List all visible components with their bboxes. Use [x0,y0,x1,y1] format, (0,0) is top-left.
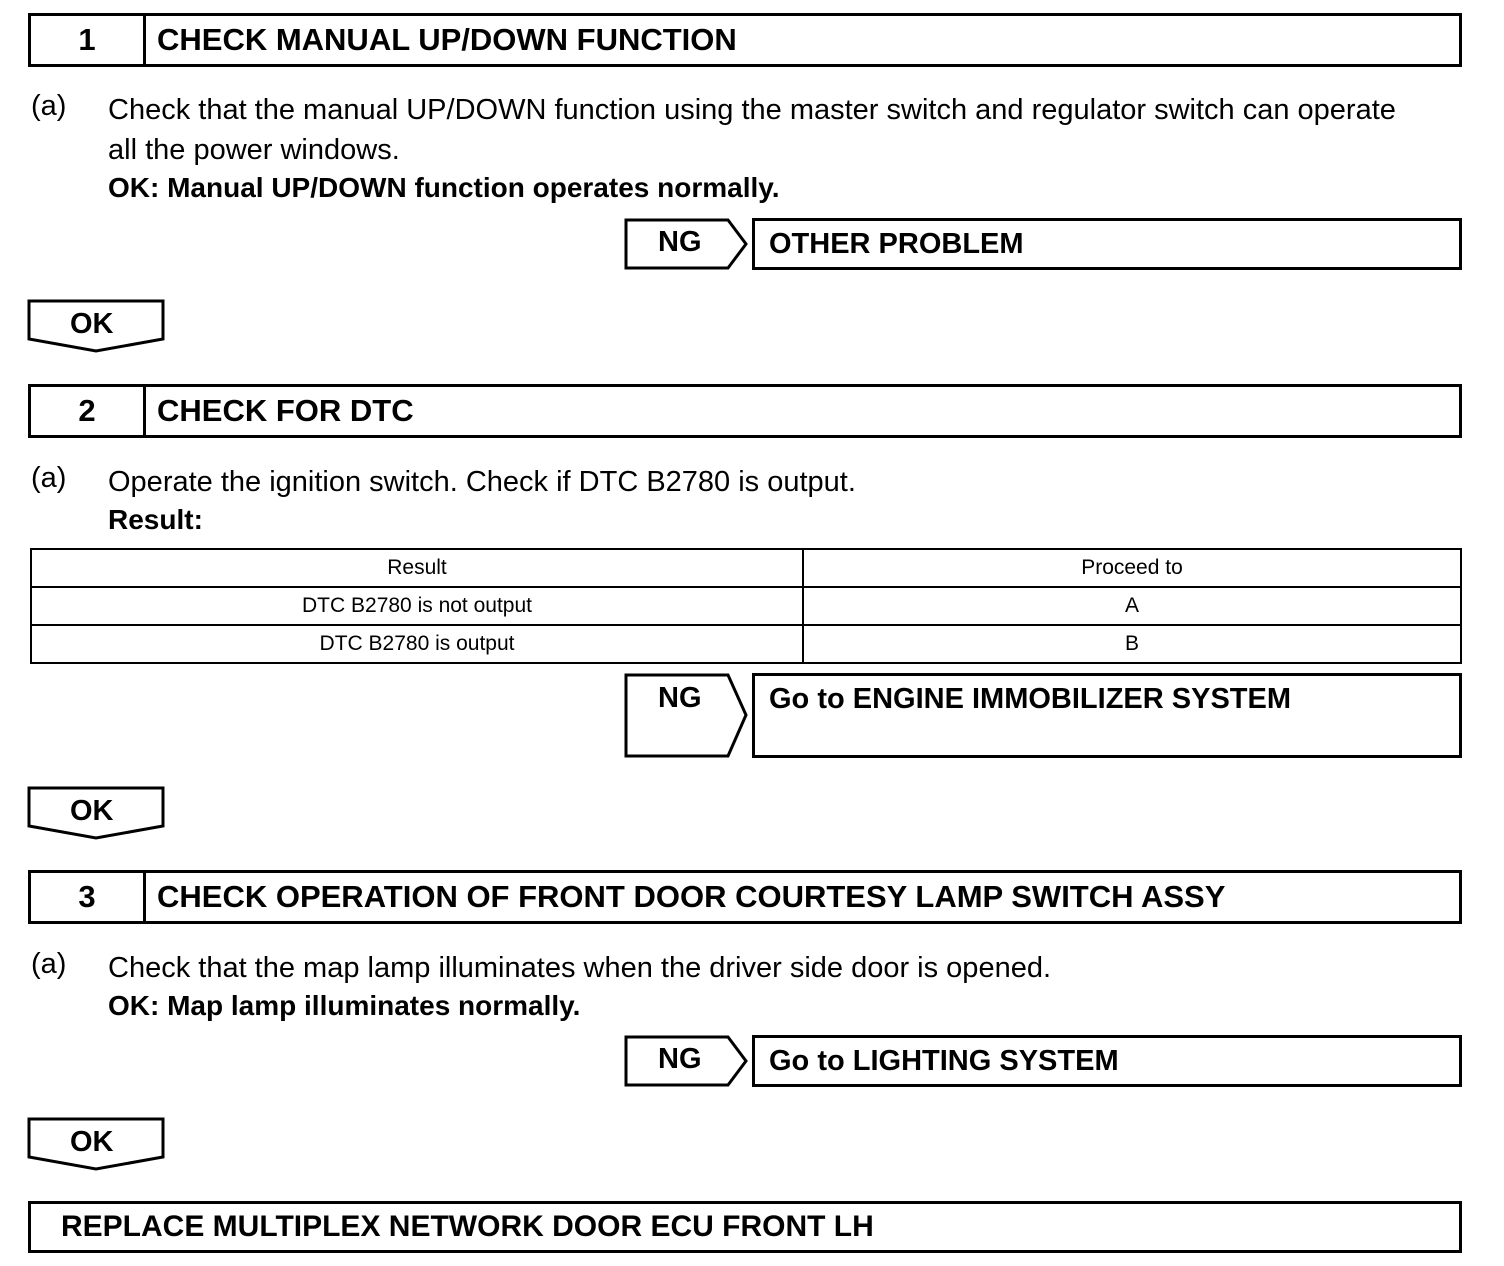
step-1-ok-label: OK [70,308,114,340]
step-2-ng-label: NG [658,682,702,714]
table-cell: DTC B2780 is output [31,625,803,663]
step-3-ok-criteria: OK: Map lamp illuminates normally. [108,990,581,1021]
step-3-ng-destination: Go to LIGHTING SYSTEM [752,1035,1462,1087]
step-2-ng-destination: Go to ENGINE IMMOBILIZER SYSTEM [752,673,1462,758]
step-1-number: 1 [31,16,146,64]
step-2-result-table [30,548,1462,664]
step-2-para-line1: Operate the ignition switch. Check if DTC B2780 is output. [108,466,856,498]
step-2-header [28,384,1462,438]
step-3-ng-label: NG [658,1043,702,1075]
table-header-result: Result [31,549,803,587]
step-3-para-line1: Check that the map lamp illuminates when the driver side door is opened. [108,952,1052,984]
step-2-para-label: (a) [31,462,67,494]
table-cell: B [803,625,1461,663]
table-header-row [31,549,1461,587]
step-3-para-label: (a) [31,948,67,980]
step-1-para-line1: Check that the manual UP/DOWN function using the master switch and regulator switch can operate [108,94,1396,126]
step-3-title: CHECK OPERATION OF FRONT DOOR COURTESY LAMP SWITCH ASSY [157,879,1226,914]
step-1-ok-criteria: OK: Manual UP/DOWN function operates normally. [108,172,780,203]
table-header-proceed: Proceed to [803,549,1461,587]
step-2-result-label: Result: [108,504,203,535]
step-3-number: 3 [31,873,146,921]
step-1-para-line2: all the power windows. [108,134,400,166]
step-1-title: CHECK MANUAL UP/DOWN FUNCTION [157,22,737,57]
step-3-ok-label: OK [70,1126,114,1158]
step-2-title: CHECK FOR DTC [157,393,414,428]
table-row [31,587,1461,625]
step-1-header [28,13,1462,67]
step-1-para-label: (a) [31,90,67,122]
step-1-ng-destination: OTHER PROBLEM [752,218,1462,270]
table-cell: DTC B2780 is not output [31,587,803,625]
step-2-ok-label: OK [70,795,114,827]
final-action-text: REPLACE MULTIPLEX NETWORK DOOR ECU FRONT LH [61,1210,874,1243]
table-row [31,625,1461,663]
final-action-box [28,1201,1462,1253]
step-2-number: 2 [31,387,146,435]
table-cell: A [803,587,1461,625]
step-3-header [28,870,1462,924]
step-1-ng-label: NG [658,226,702,258]
